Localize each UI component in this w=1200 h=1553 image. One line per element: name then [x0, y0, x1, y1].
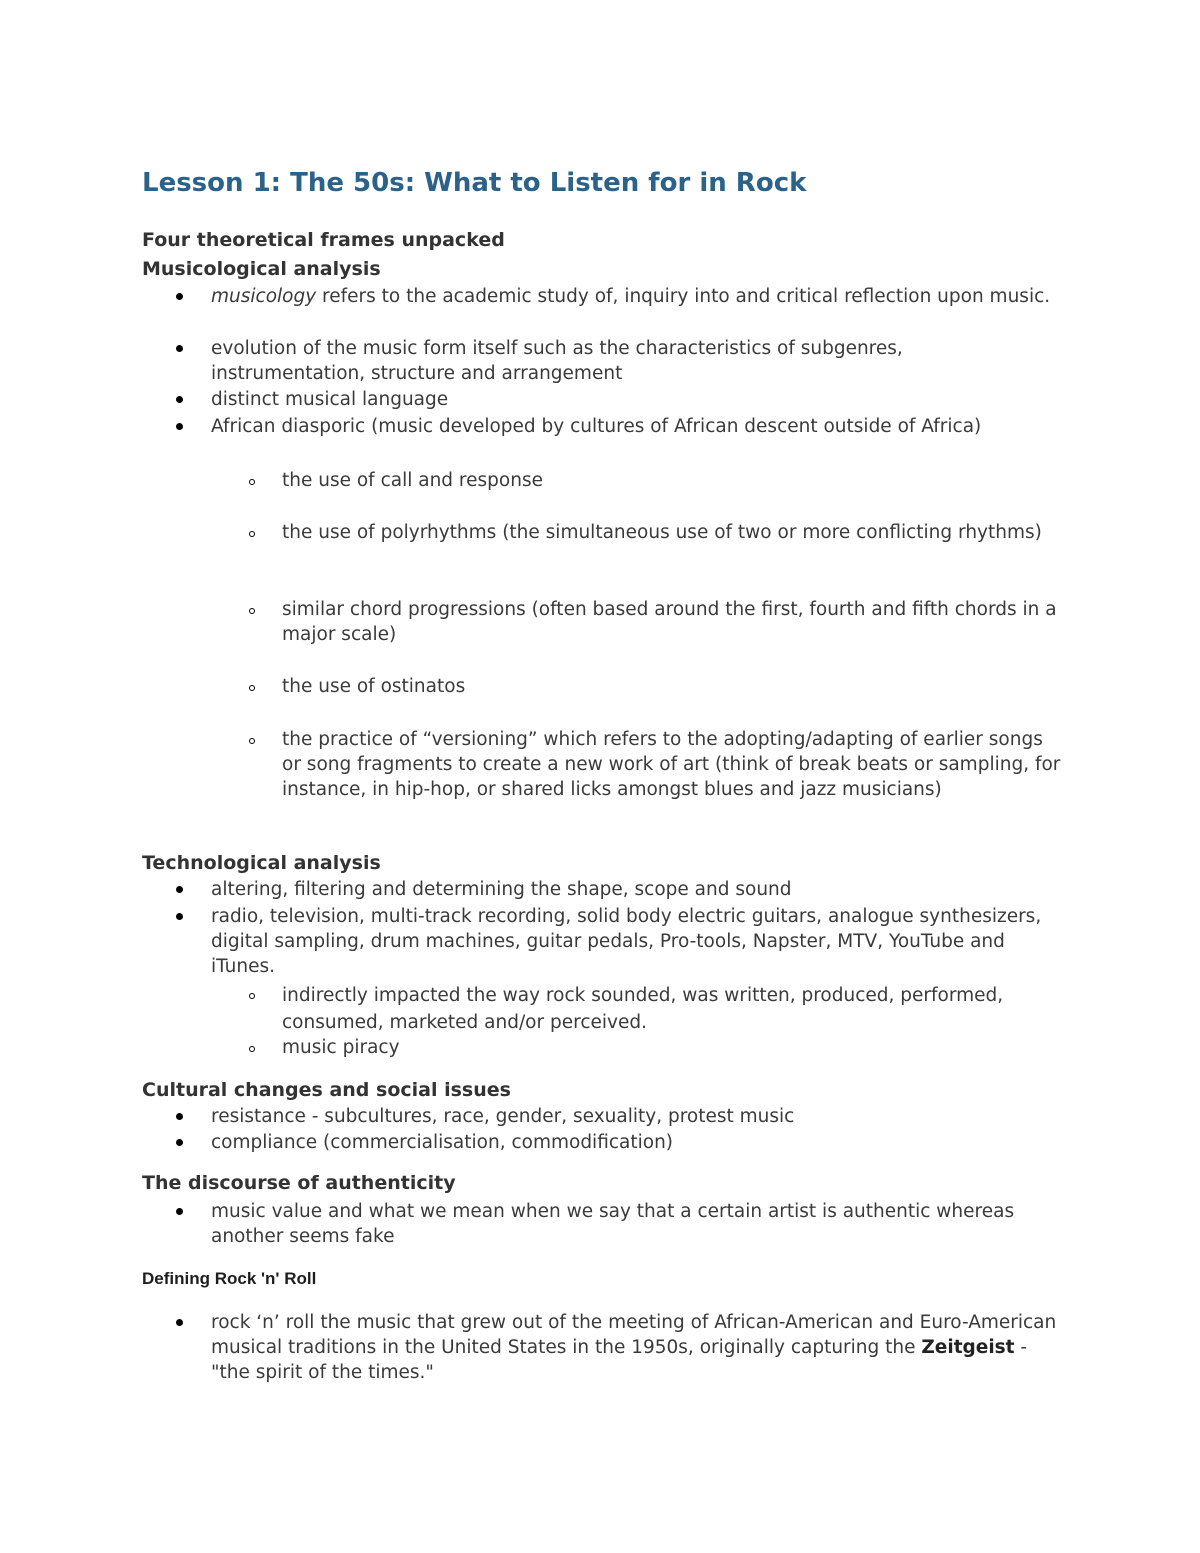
- zeitgeist-term: Zeitgeist: [921, 1337, 1015, 1358]
- cultural-heading: Cultural changes and social issues: [142, 1079, 511, 1101]
- list-item: radio, television, multi-track recording, solid body electric guitars, analogue synthesizers, digital sampling, drum machines, guitar pedals, Pro-tools, Napster, MTV, YouTube and iTunes.: [211, 906, 1042, 977]
- musicology-term: musicology: [211, 286, 317, 307]
- circle-bullet-icon: [249, 608, 255, 614]
- list-item: music value and what we mean when we say that a certain artist is authentic whereas another seems fake: [211, 1201, 1015, 1247]
- rocknroll-definition-end: - "the spirit of the times.": [211, 1337, 1028, 1383]
- circle-bullet-icon: [249, 993, 255, 999]
- sub-list-item: the use of call and response: [282, 470, 543, 491]
- sub-list-item: the use of ostinatos: [282, 676, 466, 697]
- bullet-icon: [176, 1139, 183, 1146]
- sub-list-item: the use of polyrhythms (the simultaneous use of two or more conflicting rhythms): [282, 522, 1042, 543]
- list-item: evolution of the music form itself such as the characteristics of subgenres, instrumentation, structure and arrangement: [211, 338, 903, 384]
- sub-list-item: similar chord progressions (often based around the first, fourth and fifth chords in a major scale): [282, 599, 1057, 645]
- authenticity-heading: The discourse of authenticity: [142, 1172, 456, 1194]
- rocknroll-heading: Defining Rock 'n' Roll: [142, 1269, 317, 1288]
- bullet-icon: [176, 345, 183, 352]
- list-item: resistance - subcultures, race, gender, sexuality, protest music: [211, 1106, 795, 1127]
- musicological-heading: Musicological analysis: [142, 258, 381, 280]
- bullet-icon: [176, 1208, 183, 1215]
- bullet-icon: [176, 913, 183, 920]
- bullet-icon: [176, 423, 183, 430]
- sub-list-item: indirectly impacted the way rock sounded, was written, produced, performed, consumed, marketed and/or perceived.: [282, 985, 1004, 1033]
- sub-list-item: music piracy: [282, 1037, 400, 1058]
- bullet-icon: [176, 293, 183, 300]
- bullet-icon: [176, 1113, 183, 1120]
- list-item: altering, filtering and determining the shape, scope and sound: [211, 879, 792, 900]
- lesson-title: Lesson 1: The 50s: What to Listen for in Rock: [142, 168, 807, 198]
- circle-bullet-icon: [249, 479, 255, 485]
- musicology-definition: refers to the academic study of, inquiry into and critical reflection upon music.: [316, 286, 1051, 307]
- circle-bullet-icon: [249, 738, 255, 744]
- technological-heading: Technological analysis: [142, 852, 381, 874]
- list-item: distinct musical language: [211, 389, 449, 410]
- bullet-icon: [176, 1319, 183, 1326]
- list-item: [211, 284, 1061, 309]
- circle-bullet-icon: [249, 1046, 255, 1052]
- bullet-icon: [176, 396, 183, 403]
- bullet-icon: [176, 886, 183, 893]
- circle-bullet-icon: [249, 685, 255, 691]
- intro-heading: Four theoretical frames unpacked: [142, 229, 505, 251]
- sub-list-item: the practice of “versioning” which refers to the adopting/adapting of earlier songs or song fragments to create a new work of art (think of break beats or sampling, for instance, in hip-hop, or shared licks amongst blues and jazz musicians): [282, 729, 1061, 800]
- rocknroll-definition: rock ‘n’ roll the music that grew out of the meeting of African-American and Euro-American musical traditions in the United States in the 1950s, originally capturing the: [211, 1312, 1057, 1358]
- list-item: [211, 1310, 1061, 1385]
- circle-bullet-icon: [249, 531, 255, 537]
- list-item: compliance (commercialisation, commodification): [211, 1132, 674, 1153]
- list-item: African diasporic (music developed by cultures of African descent outside of Africa): [211, 416, 982, 437]
